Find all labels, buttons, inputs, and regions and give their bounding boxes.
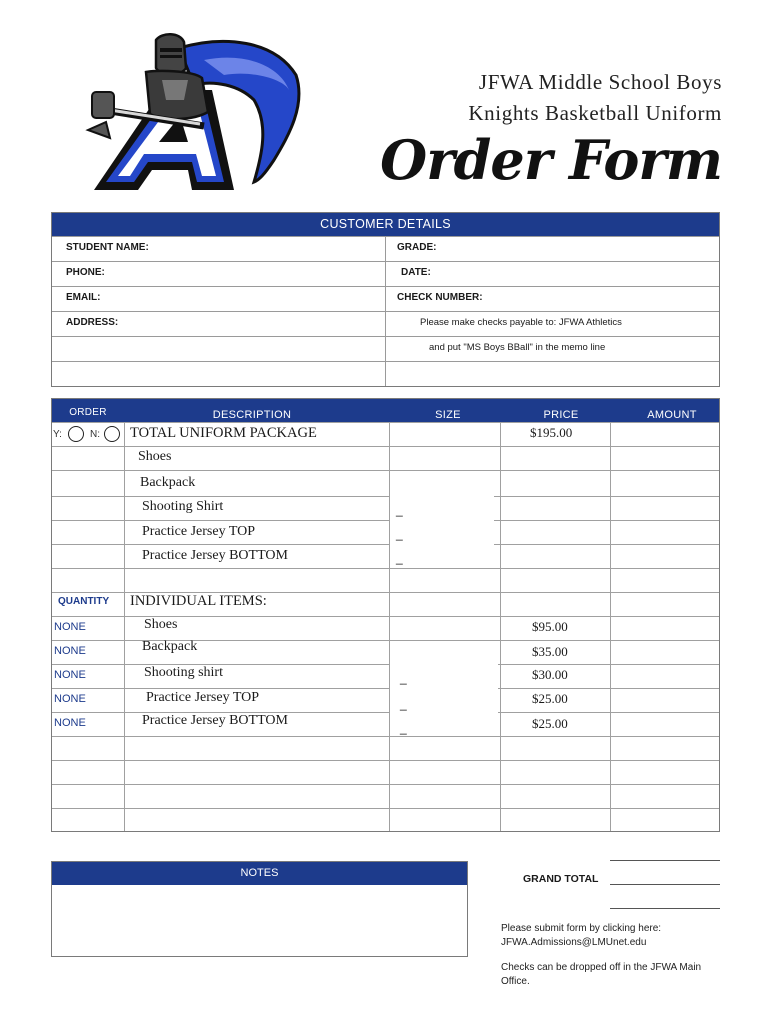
- size-blank[interactable]: _: [400, 721, 407, 735]
- table-row: [52, 760, 719, 784]
- submit-instructions: [501, 922, 661, 950]
- grade-field[interactable]: GRADE:: [397, 242, 437, 253]
- table-row: [52, 568, 719, 592]
- col-description: DESCRIPTION: [212, 409, 292, 421]
- individual-price: $25.00: [532, 716, 568, 731]
- drop-line-1: Checks can be dropped off in the JFWA Main: [501, 962, 702, 973]
- grand-total-line[interactable]: [610, 884, 720, 885]
- individual-item: Practice Jersey TOP: [146, 690, 260, 705]
- title-line-1: JFWA Middle School Boys: [478, 70, 722, 94]
- order-form-title: Order Form: [380, 128, 722, 192]
- submit-email-link[interactable]: JFWA.Admissions@LMUnet.edu: [501, 937, 647, 948]
- col-order: ORDER: [69, 407, 107, 418]
- address-line-3[interactable]: [52, 362, 386, 386]
- drop-line-2: Office.: [501, 976, 530, 987]
- drop-off-instructions: [501, 961, 701, 989]
- col-size: SIZE: [435, 409, 461, 421]
- check-number-field[interactable]: CHECK NUMBER:: [397, 292, 483, 303]
- size-blank[interactable]: _: [396, 503, 403, 517]
- no-radio[interactable]: [104, 426, 120, 442]
- size-blank[interactable]: _: [396, 527, 403, 541]
- size-blank[interactable]: _: [396, 551, 403, 565]
- individual-item: Practice Jersey BOTTOM: [142, 713, 288, 728]
- col-amount: AMOUNT: [647, 409, 697, 421]
- package-item: Practice Jersey BOTTOM: [142, 548, 288, 563]
- package-title: TOTAL UNIFORM PACKAGE: [130, 425, 317, 441]
- col-price: PRICE: [543, 409, 579, 421]
- subtotal-line[interactable]: [610, 860, 720, 861]
- no-label: N:: [90, 429, 100, 440]
- customer-details-heading: CUSTOMER DETAILS: [52, 213, 719, 236]
- individual-item: Shooting shirt: [144, 665, 223, 680]
- qty-select[interactable]: NONE: [54, 717, 86, 729]
- qty-select[interactable]: NONE: [54, 621, 86, 633]
- package-item: Practice Jersey TOP: [142, 524, 256, 539]
- memo-note: and put "MS Boys BBall" in the memo line: [429, 342, 606, 353]
- individual-price: $25.00: [532, 691, 568, 706]
- table-row: [52, 784, 719, 808]
- package-item: Shoes: [138, 449, 172, 464]
- blank-cell: [386, 362, 719, 386]
- address-line-2[interactable]: [52, 337, 386, 361]
- address-field[interactable]: ADDRESS:: [52, 312, 386, 336]
- table-row: [52, 736, 719, 760]
- package-price: $195.00: [530, 425, 573, 440]
- order-table-header: [52, 399, 719, 422]
- individual-item: Shoes: [144, 617, 178, 632]
- knights-logo: [84, 30, 304, 198]
- customer-details-section: [51, 212, 720, 387]
- qty-select[interactable]: NONE: [54, 693, 86, 705]
- email-field[interactable]: EMAIL:: [52, 287, 386, 311]
- student-name-field[interactable]: STUDENT NAME:: [52, 237, 386, 261]
- title-line-2: Knights Basketball Uniform: [468, 101, 722, 125]
- order-table: [51, 398, 720, 832]
- submit-line-1: Please submit form by clicking here:: [501, 923, 662, 934]
- table-row: [52, 808, 719, 832]
- package-item: Shooting Shirt: [142, 499, 224, 514]
- payable-note: Please make checks payable to: JFWA Athletics: [420, 317, 622, 328]
- individual-price: $95.00: [532, 619, 568, 634]
- qty-select[interactable]: NONE: [54, 669, 86, 681]
- qty-select[interactable]: NONE: [54, 645, 86, 657]
- extra-line[interactable]: [610, 908, 720, 909]
- phone-field[interactable]: PHONE:: [52, 262, 386, 286]
- grand-total-label: GRAND TOTAL: [523, 873, 599, 885]
- yes-label: Y:: [53, 429, 62, 440]
- size-blank[interactable]: _: [400, 697, 407, 711]
- individual-item: Backpack: [142, 639, 198, 654]
- package-item: Backpack: [140, 475, 196, 490]
- yes-radio[interactable]: [68, 426, 84, 442]
- individual-price: $35.00: [532, 644, 568, 659]
- notes-heading: NOTES: [52, 862, 467, 885]
- quantity-label: QUANTITY: [58, 596, 110, 607]
- individual-price: $30.00: [532, 667, 568, 682]
- notes-box[interactable]: [51, 861, 468, 957]
- size-blank[interactable]: _: [400, 671, 407, 685]
- individual-title: INDIVIDUAL ITEMS:: [130, 593, 267, 609]
- date-field[interactable]: DATE:: [401, 267, 431, 278]
